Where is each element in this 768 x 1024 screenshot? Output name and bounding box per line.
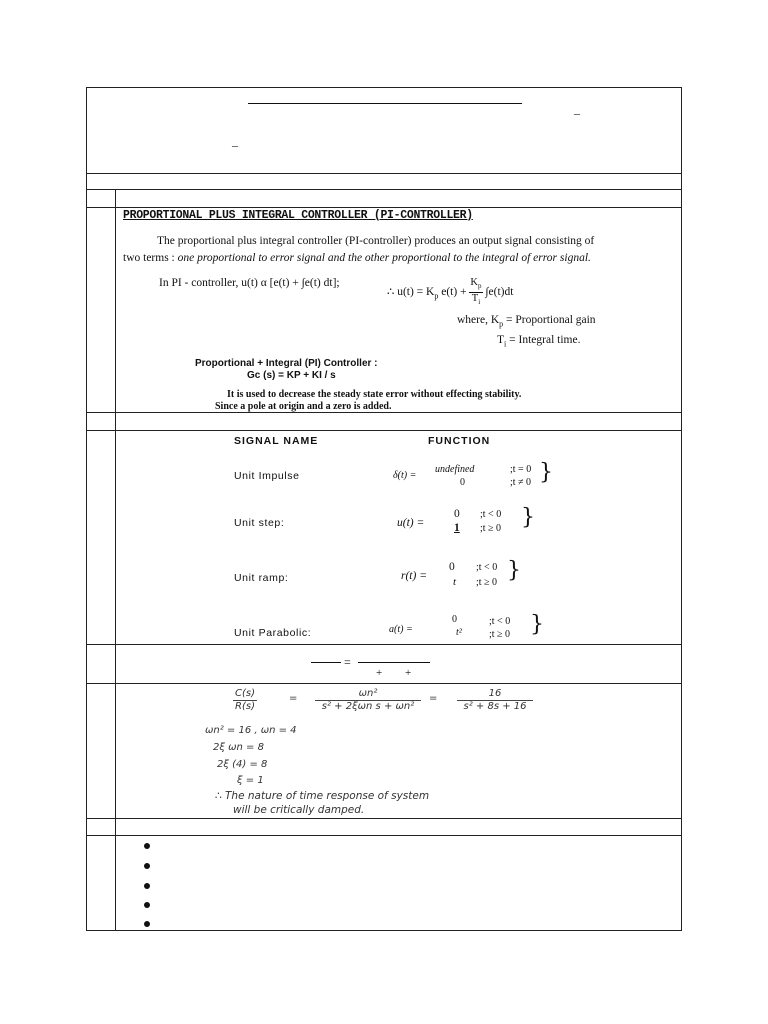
signal-case-condition: ;t < 0	[480, 509, 502, 520]
right-brace: }	[539, 460, 553, 485]
bullet-point	[144, 921, 150, 927]
hand-conclusion: ∴ The nature of time response of system	[215, 790, 430, 802]
row-divider	[87, 644, 681, 645]
signal-name: Unit Impulse	[234, 470, 300, 482]
pi-transfer-function: Gc (s) = KP + KI / s	[247, 370, 336, 381]
plus-sign: +	[405, 667, 412, 679]
where-kp: where, $K_p$ = Proportional gain	[457, 314, 596, 329]
row-divider	[87, 683, 681, 684]
hand-line: 2ξ ωn = 8	[213, 742, 264, 753]
row-divider	[87, 189, 681, 190]
signal-case-condition: ;t = 0	[510, 464, 532, 475]
row-divider	[87, 207, 681, 208]
pi-output-equation: ∴ $u(t) = K_p$ e(t) + $\frac{K_p}{T_i}$ ∫e(t)dt	[387, 277, 514, 307]
bullet-point	[144, 863, 150, 869]
signal-case-value: 0	[454, 508, 460, 520]
bullet-point	[144, 883, 150, 889]
pi-box-line2: Since a pole at origin and a zero is added.	[215, 401, 392, 412]
hand-equals: =	[289, 693, 298, 704]
row-divider	[87, 173, 681, 174]
eq-part: ∫e(t)dt	[485, 286, 514, 299]
hand-line: ωn² = 16 , ωn = 4	[205, 725, 297, 736]
title-underline	[248, 103, 522, 104]
row-divider	[87, 430, 681, 431]
signal-case-condition: ;t ≥ 0	[480, 523, 502, 534]
hand-den: s² + 8s + 16	[463, 701, 527, 712]
header-dash: –	[232, 138, 238, 152]
frac-den: T	[471, 293, 479, 305]
hand-num: 16	[457, 688, 533, 701]
right-brace: }	[530, 612, 544, 637]
header-dash: –	[574, 106, 580, 120]
where-kp-text: = Proportional gain	[503, 314, 596, 326]
fraction-bar	[358, 662, 430, 663]
signal-case-condition: ;t ≠ 0	[510, 477, 532, 488]
right-brace: }	[507, 558, 521, 583]
signal-case-value: t	[453, 576, 457, 588]
signal-name: Unit ramp:	[234, 572, 289, 584]
hand-line: 2ξ (4) = 8	[217, 759, 268, 770]
signal-function: u(t) =	[397, 517, 425, 529]
signal-name: Unit step:	[234, 517, 285, 529]
signal-name-header: SIGNAL NAME	[234, 435, 319, 447]
eq-part: ∴ u(t) = K	[387, 286, 435, 299]
signal-case-value: 1	[454, 522, 460, 534]
pi-proportionality-equation: In PI - controller, u(t) α [e(t) + ∫e(t) dt];	[159, 277, 340, 289]
hand-standard-form	[315, 688, 421, 713]
signal-function: r(t) =	[401, 570, 427, 582]
signal-case-condition: ;t ≥ 0	[489, 629, 511, 640]
pi-heading: PROPORTIONAL PLUS INTEGRAL CONTROLLER (PI-CONTROLLER)	[123, 209, 473, 222]
gain-fraction: $\frac{K_p}{T_i}$	[470, 277, 482, 307]
hand-conclusion: will be critically damped.	[233, 804, 365, 816]
row-divider	[87, 818, 681, 819]
bullet-point	[144, 843, 150, 849]
hand-den: R(s)	[235, 701, 255, 712]
row-divider	[87, 412, 681, 413]
where-kp-label: where, K	[457, 314, 500, 326]
function-header: FUNCTION	[428, 435, 491, 447]
hand-den: s² + 2ξωn s + ωn²	[321, 701, 415, 712]
signal-case-condition: ;t < 0	[489, 616, 511, 627]
signal-case-value: 0	[452, 614, 457, 625]
signal-case-value: 0	[449, 561, 455, 573]
equals-sign: =	[344, 655, 351, 669]
hand-equals: =	[429, 693, 438, 704]
pi-box-title: Proportional + Integral (PI) Controller :	[195, 358, 378, 369]
where-ti-label: T	[497, 334, 505, 346]
pi-description-line1: The proportional plus integral controller (PI-controller) produces an output signal consisting of	[157, 235, 595, 247]
hand-num: C(s)	[235, 688, 255, 699]
hand-lhs-fraction	[233, 688, 257, 713]
signal-case-value: t²	[456, 627, 462, 638]
pi-box-line1: It is used to decrease the steady state error without effecting stability.	[227, 389, 522, 400]
hand-num: ωn²	[315, 688, 421, 701]
signal-case-condition: ;t ≥ 0	[476, 577, 498, 588]
row-divider	[87, 835, 681, 836]
hand-given-tf	[457, 688, 533, 713]
where-ti-text: = Integral time.	[506, 334, 581, 346]
signal-function: a(t) =	[389, 624, 413, 635]
hand-line: ξ = 1	[237, 775, 264, 786]
plus-sign: +	[376, 667, 383, 679]
pi-description-italic: one proportional to error signal and the other proportional to the integral of error signal.	[177, 252, 591, 264]
bullet-point	[144, 902, 150, 908]
eq-part: e(t) +	[438, 286, 470, 299]
pi-description-lead: two terms :	[123, 252, 178, 264]
where-ti: $T_i$ = Integral time.	[497, 334, 581, 349]
right-brace: }	[521, 505, 535, 530]
pi-description-line2	[123, 250, 591, 266]
signal-case-condition: ;t < 0	[476, 562, 498, 573]
signal-name: Unit Parabolic:	[234, 627, 312, 639]
column-divider	[115, 189, 116, 930]
signal-case-value: undefined	[435, 464, 475, 475]
signal-case-value: 0	[460, 477, 465, 488]
signal-function: δ(t) =	[393, 470, 417, 481]
fraction-bar	[311, 662, 341, 663]
answer-sheet-table	[86, 87, 682, 931]
frac-num: K	[470, 277, 479, 288]
